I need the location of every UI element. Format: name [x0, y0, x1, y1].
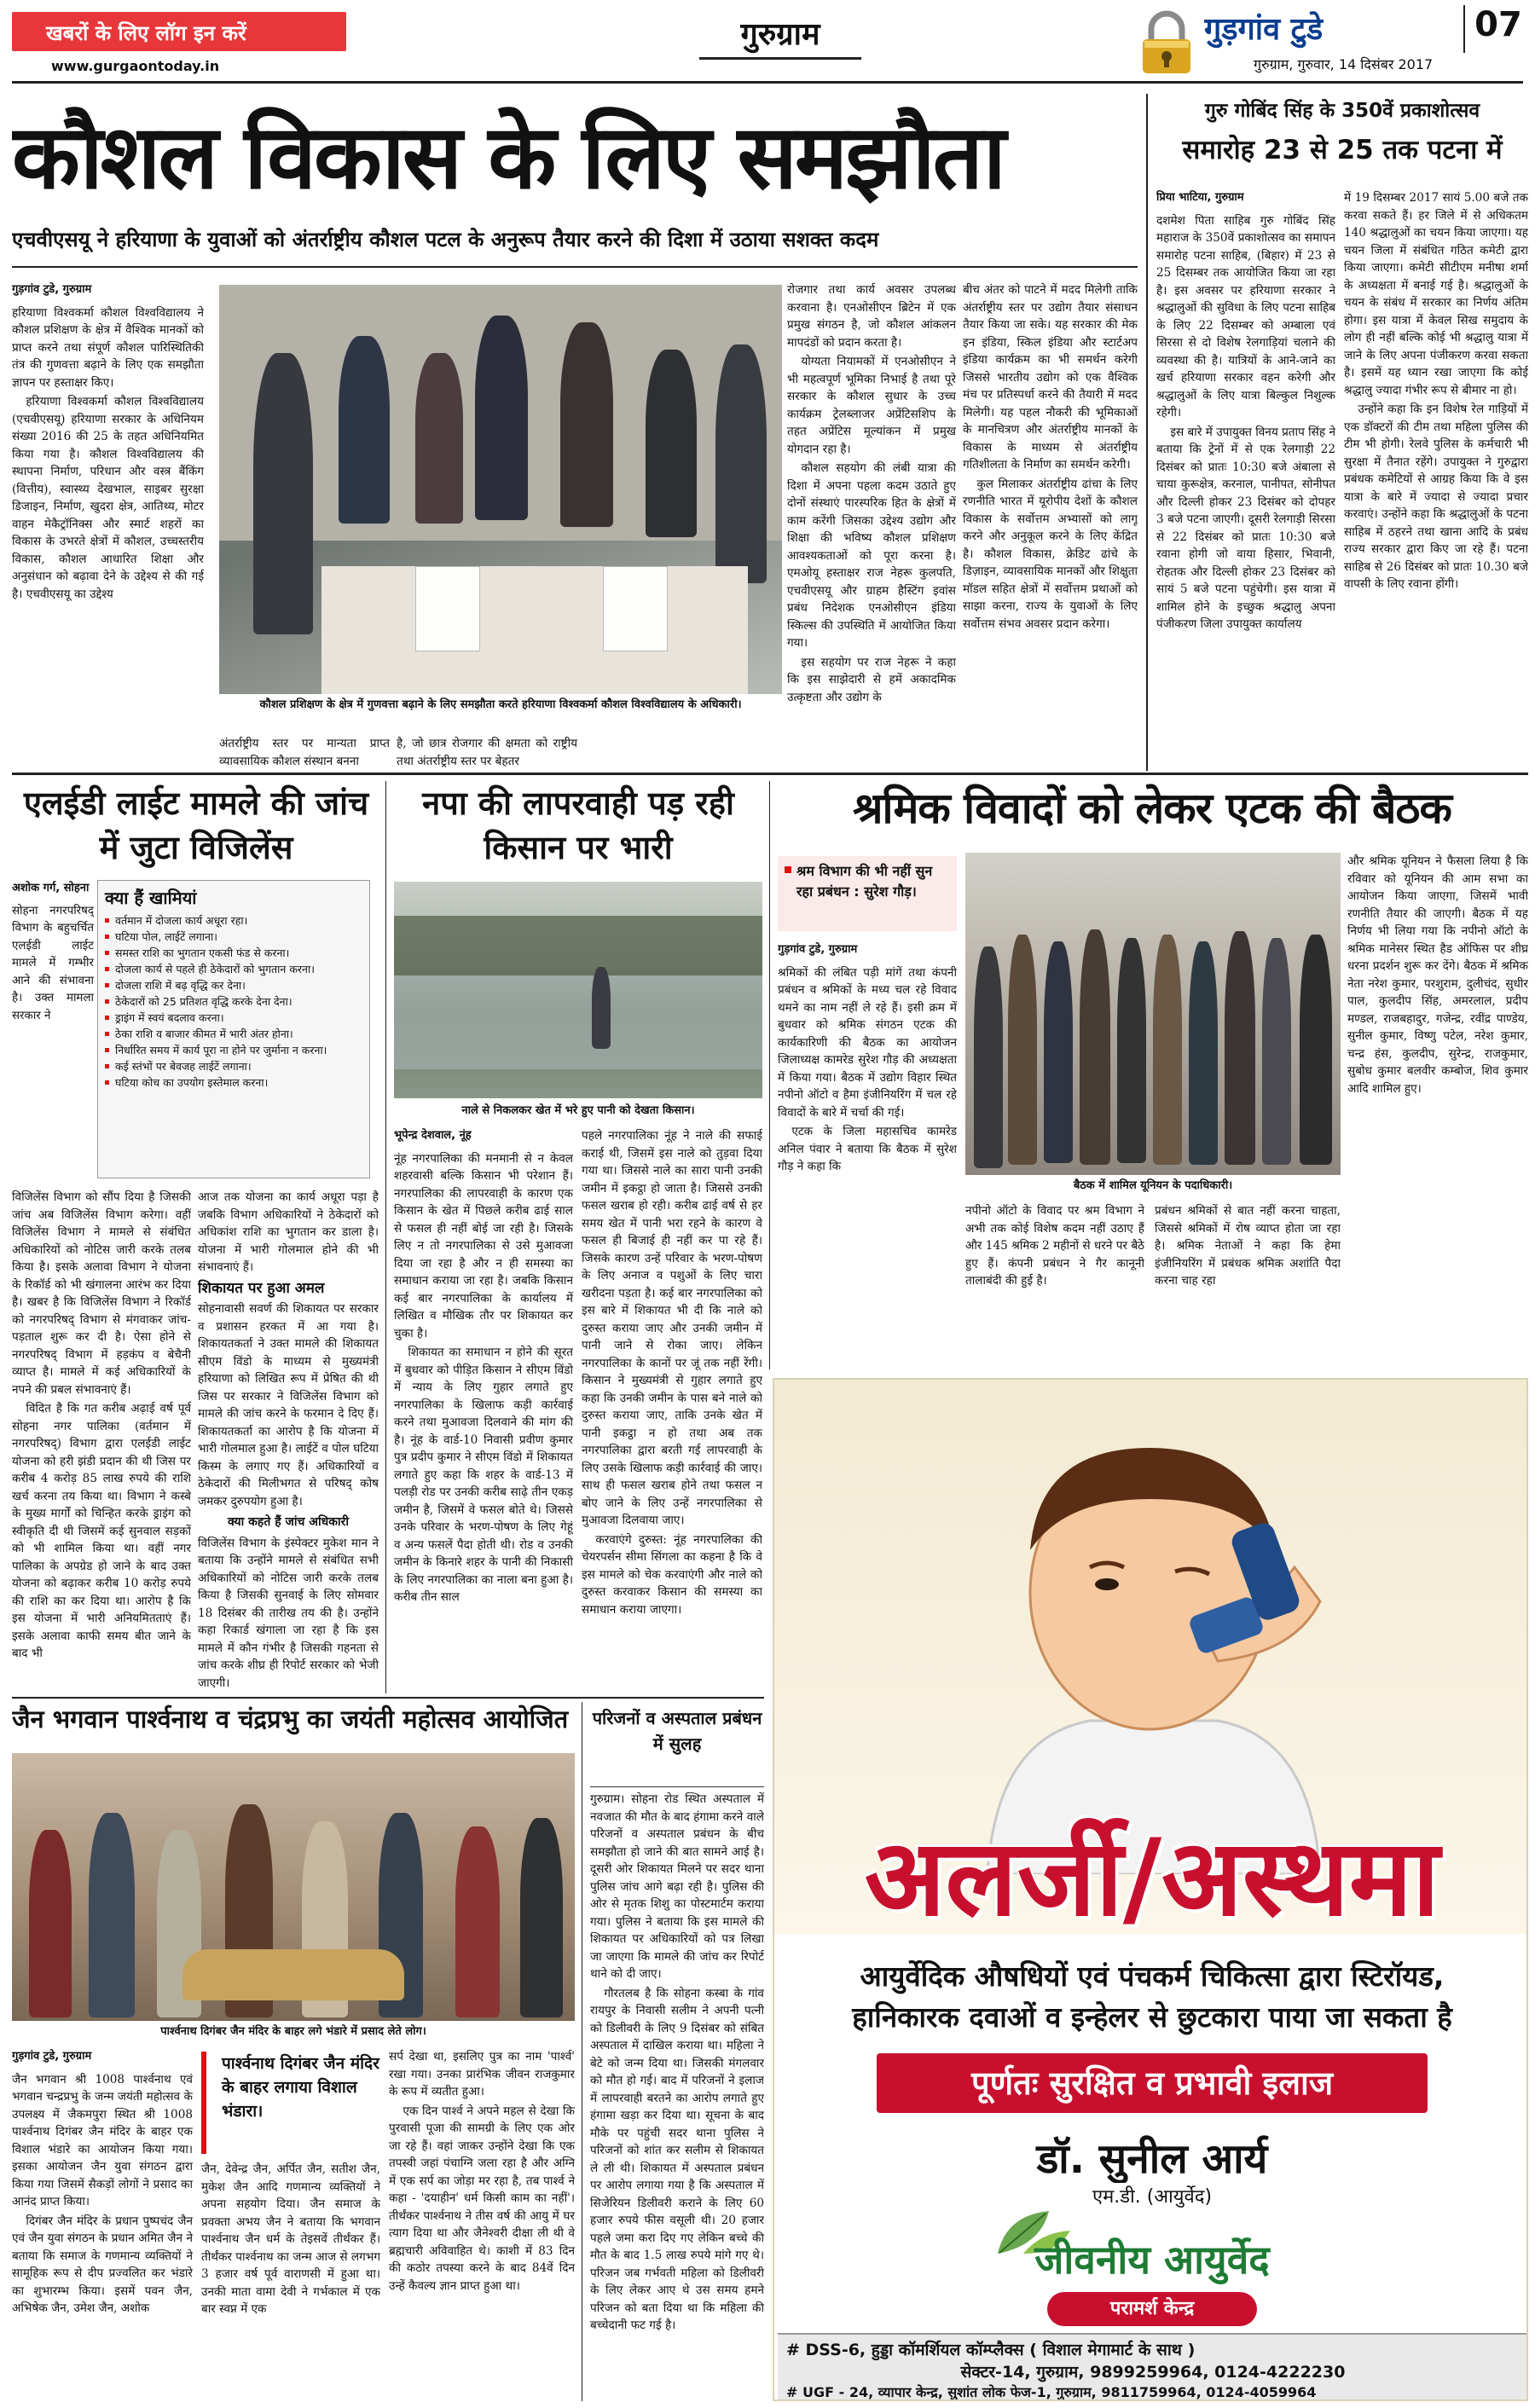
masthead [0, 0, 1535, 84]
list-item: कई स्तंभों पर बेवजह लाईटें लगाना। [105, 1058, 362, 1074]
jain-paragraph: सर्प देखा था, इसलिए पुत्र का नाम 'पार्श्व' रखा गया। उनका प्रारंभिक जीवन राजकुमार के रूप में व्यतीत हुआ। [389, 2050, 575, 2098]
boy-with-inhaler-icon [894, 1397, 1405, 1874]
ayurveda-ad[interactable] [773, 1378, 1528, 2401]
list-item: वर्तमान में दोजला कार्य अधूरा रहा। [105, 912, 362, 929]
photo-person [1300, 935, 1332, 1165]
labour-headline: श्रमिक विवादों को लेकर एटक की बैठक [853, 784, 1451, 833]
photo-person [1225, 931, 1255, 1165]
ad-doctor-name: डॉ. सुनील आर्य [1036, 2135, 1268, 2183]
jain-photo [12, 1753, 575, 2021]
lead-paragraph: कौशल सहयोग की लंबी यात्रा की दिशा में अपना पहला कदम उठाते हुए दोनों संस्थाएं पारस्परिक हित के क्षेत्रों में काम करेंगी जिसका उद्देश्य उद्योग और शिक्षा की भविष्य कौशल प्रशिक्षण आवश्यकताओं को पूरा करना है। एमओयू हस्ताक्षर राज नेहरू कुलपति, एचवीएसयू और ग्राहम हैस्टिंग इवांस प्रबंध निदेशक एनओसीएन इंडिया स्किल्स की उपस्थिति में आयोजित किया गया। [787, 461, 956, 650]
list-item: निर्धारित समय में कार्य पूरा ना होने पर जुर्माना न करना। [105, 1042, 362, 1058]
column-rule [385, 781, 386, 1693]
lead-headline: कौशल विकास के लिए समझौता [12, 105, 1004, 209]
ad-address-1-line2: सेक्टर-14, गुरुग्राम, 9899259964, 0124-4222230 [960, 2363, 1346, 2382]
photo-person [455, 1826, 500, 2017]
list-item: दोजला राशि में बढ़ वृद्धि कर देना। [105, 977, 362, 993]
jain-column-1 [12, 2048, 193, 2401]
photo-trees [394, 916, 762, 975]
guru-paragraph: उन्होंने कहा कि इन विशेष रेल गाड़ियों में एक डॉक्टरों की टीम तथा महिला पुलिस की टीम भी होगी। रेलवे पुलिस के कर्मचारी भी सुरक्षा में तैनात रहेंगे। उपायुक्त ने गुरुद्वारा प्रबंधक कमेटियों से आग्रह किया कि वे इस यात्रा के बारे में ज्यादा से ज्यादा प्रचार करवाएं। उन्होंने कहा कि श्रद्धालुओं के पटना साहिब में ठहरने तथा खाना आदि के प्रबंध राज्य सरकार द्वारा किए जा रहे हैं। पटना साहिब से 26 दिसंबर को प्रातः 10.30 बजे वापसी के लिए रवाना होंगी। [1344, 402, 1528, 591]
photo-person [253, 353, 313, 634]
brand-name: गुड़गांव टुडे [1204, 12, 1324, 47]
labour-pullquote-text: श्रम विभाग की भी नहीं सुन रहा प्रबंधन : सुरेश गौड़। [796, 863, 933, 900]
labour-column-2 [965, 1202, 1144, 1369]
led-column-2 [198, 1189, 379, 1693]
lead-column-4 [963, 281, 1138, 771]
ad-title: अलर्जी/अस्थमा [864, 1817, 1440, 1940]
jain-paragraph: जैन भगवान श्री 1008 पार्श्वनाथ एवं भगवान चन्द्रप्रभु के जन्म जयंती महोत्सव के उपलक्ष्य में जैकमपुरा स्थित श्री 1008 पार्श्वनाथ दिगंबर जैन मंदिर के बाहर एक विशाल भंडारे का आयोजन किया गया। इसका आयोजन जैन युवा संगठन द्वारा किया गया जिसमें सैकड़ों लोगों ने प्रसाद का आनंद प्राप्त किया। [12, 2072, 193, 2208]
photo-signed-document [603, 566, 668, 651]
list-item: घटिया कोच का उपयोग इस्तेमाल करना। [105, 1074, 362, 1091]
napa-paragraph: करवाएंगे दुरुस्त: नूंह नगरपालिका की चेयरपर्सन सीमा सिंगला का कहना है कि वे इस मामले को चेक करवाएंगी और नाले को दुरुस्त करवाकर किसान की समस्या का समाधान कराया जाएगा। [582, 1532, 762, 1617]
led-byline: अशोक गर्ग, सोहना [12, 882, 90, 894]
ad-consult-badge: परामर्श केन्द्र [1047, 2292, 1257, 2326]
napa-paragraph: नूंह नगरपालिका की मनमानी से न केवल शहरवासी बल्कि किसान भी परेशान हैं। नगरपालिका की लापरवाही के कारण एक किसान के खेत में पिछले करीब ढाई साल से फसल ही नहीं बोई जा रही है। जिसके लिए न तो नगरपालिका से उसे मुआवजा दिया जा रहा है और न ही समस्या का समाधान कराया जा रहा है। जबकि किसान कई बार नगरपालिका के कार्यालय में लिखित व मौखिक तौर पर शिकायत कर चुका है। [394, 1151, 573, 1340]
labour-paragraph: और श्रमिक यूनियन ने फैसला लिया है कि रविवार को यूनियन की आम सभा का आयोजन किया जाएगा, जिसमें भावी रणनीति तैयार की जाएगी। बैठक में यह निर्णय भी लिया गया कि नपीनो ऑटो के श्रमिक मानेसर स्थित हैड ऑफिस पर शीघ्र धरना प्रदर्शन शुरू कर देंगे। बैठक में श्रमिक नेता नरेश कुमार, परशुराम, दुलीचंद, सुधीर पाल, कुलदीप सिंह, अमरलाल, प्रदीप मण्डल, राजबहादुर, गजेन्द्र, रवींद्र पाण्डेय, सुनील कुमार, विष्णु पटेल, नरेश कुमार, चन्द्र हंस, कुलदीप, सुरेन्द्र, राजकुमार, सुबोध कुमार बलवीर कम्बोज, शिव कुमार आदि शामिल हुए। [1347, 854, 1528, 1096]
led-fault-box [97, 880, 370, 1178]
led-fault-box-title: क्या हैं खामियां [105, 888, 197, 908]
lead-paragraph: हरियाणा विश्वकर्मा कौशल विश्वविद्यालय (एचवीएसयू) हरियाणा सरकार के अधिनियम संख्या 2016 की 25 के तहत अधिनियमित किया गया है। कौशल विश्वविद्यालय की स्थापना निर्माण, परिधान और वस्त्र बैंकिंग (वित्तीय), स्वास्थ्य देखभाल, साइबर सुरक्षा डिजाइन, निर्माण, खुदरा क्षेत्र, आतिथ्य, मोटर वाहन मेकैट्रॉनिक्स और स्मार्ट शहरों का विकास के उभरते क्षेत्रों में कौशल, उच्चस्तरीय विकास, कौशल आधारित शिक्षा और अनुसंधान को बढ़ावा देने के उद्देश्य से की गई है। एचवीएसयू का उद्देश्य [12, 395, 204, 601]
lead-column-1-continued [219, 735, 390, 771]
list-item: समस्त राशि का भुगतान एकसी फंड से करना। [105, 945, 362, 961]
lead-column-1 [12, 281, 204, 759]
lead-paragraph: हरियाणा विश्वकर्मा कौशल विश्वविद्यालय ने कौशल प्रशिक्षण के क्षेत्र में वैश्विक मानकों को प्राप्त करने तथा संपूर्ण कौशल पारिस्थितिकी तंत्र की गुणवत्ता बढ़ाने के लिए एक समझौता ज्ञापन पर हस्ताक्षर किए। [12, 305, 204, 390]
website-url[interactable]: www.gurgaontoday.in [51, 58, 220, 74]
photo-person [89, 1813, 135, 2017]
led-paragraph: विजिलेंस विभाग को सौंप दिया है जिसकी जांच अब विजिलेंस विभाग करेगा। वहीं विजिलेंस विभाग ने मामले से संबंधित अधिकारियों को नोटिस जारी करके तलब किया है। इसके अलावा विभाग ने योजना के रिकॉर्ड को भी खंगालना आरंभ कर दिया है। खबर है कि विजिलेंस विभाग ने रिकॉर्ड को नगरपरिषद् विभाग से मंगवाकर जांच-पड़ताल शुरू कर दी है। ऐसा होने से नगरपरिषद् विभाग में हड़कंप व बेचैनी व्याप्त है। मामले में कई अधिकारियों के नपने की प्रबल संभावनाएं हैं। [12, 1190, 191, 1397]
section-divider [12, 773, 1528, 775]
ad-tagline-line1: आयुर्वेदिक औषधियों एवं पंचकर्म चिकित्सा द्वारा स्टिरॉयड, [860, 1959, 1445, 1993]
guru-paragraph: दशमेश पिता साहिब गुरु गोबिंद सिंह महाराज के 350वें प्रकाशोत्सव का समापन समारोह पटना साहिब, (बिहार) में 23 से 25 दिसम्बर तक आयोजित किया जा रहा है। इस अवसर पर हरियाणा सरकार ने श्रद्धालुओं की सुविधा के लिए पटना साहिब के लिए 22 दिसम्बर को अम्बाला एवं सिरसा से दो विशेष रेलगाड़ियां चलाने की व्यवस्था की है। यात्रियों के आने-जाने का खर्च हरियाणा सरकार वहन करेगी और श्रद्धालुओं के लिए यात्रा बिल्कुल निशुल्क रहेगी। [1156, 213, 1335, 420]
lead-divider [12, 266, 1138, 268]
ad-address-1-line1: # DSS-6, हुड्डा कॉमर्शियल कॉम्प्लैक्स ( विशाल मेगामार्ट के साथ ) [786, 2341, 1196, 2359]
napa-paragraph: शिकायत का समाधान न होने की सूरत में बुधवार को पीड़ित किसान ने सीएम विंडो में न्याय के लिए गुहार लगाते हुए नगरपालिका के खिलाफ कड़ी कार्रवाई करने तथा मुआवजा दिलवाने की मांग की है। नूंह के वार्ड-10 निवासी प्रवीण कुमार पुत्र प्रदीप कुमार ने सीएम विंडो में शिकायत लगाते हुए कहा कि शहर के वार्ड-13 में पलड़ी रोड पर उनकी करीब साढ़े तीन एकड़ जमीन है, जिसमें वे फसल बोते थे। जिससे उनके परिवार के भरण-पोषण के लिए गेहूं व अन्य फसलें पैदा होती थी। रोड व उनकी जमीन के किनारे शहर के पानी की निकासी के लिए नगरपालिका का नाला बना हुआ है। करीब तीन साल [394, 1346, 573, 1604]
photo-person [646, 350, 697, 537]
ad-tagline-line2: हानिकारक दवाओं व इन्हेलर से छुटकारा पाया जा सकता है [852, 2000, 1452, 2034]
jain-byline: गुड़गांव टुडे, गुरुग्राम [12, 2050, 92, 2063]
guru-paragraph: में 19 दिसम्बर 2017 सायं 5.00 बजे तक करवा सकते हैं। हर जिले में से अधिकतम 140 श्रद्धालुओं का चयन किया जाएगा। यह चयन जिला में संबंधित गठित कमेटी द्वारा किया जाएगा। कमेटी सीटीएम मनीषा शर्मा के अध्यक्षता में बनाई गई है। श्रद्धालुओं के चयन के संबंध में सरकार का निर्णय अंतिम होगा। इस यात्रा में केवल सिख समुदाय के लोग ही नहीं बल्कि कोई भी श्रद्धालु यात्रा में जाने के लिए अपना पंजीकरण करवा सकता है। इसमें यह ध्यान रखा जाएगा कि कोई श्रद्धालु ज्यादा गंभीर रूप से बीमार ना हो। [1344, 191, 1528, 397]
photo-person [1044, 941, 1073, 1163]
napa-photo [394, 882, 762, 1098]
photo-person [1153, 935, 1182, 1165]
jain-paragraph: एक दिन पार्श्व ने अपने महल से देखा कि पुरवासी पूजा की सामग्री के लिए एक ओर जा रहे हैं। वहां जाकर उन्होंने देखा कि एक तपस्वी जहां पंचाग्नि जला रहा है और अग्नि में एक सर्प का जोड़ा मर रहा है, तब पार्श्व ने कहा - 'दयाहीन' धर्म किसी काम का नहीं'। तीर्थंकर पार्श्वनाथ ने तीस वर्ष की आयु में घर त्याग दिया था और जैनेश्वरी दीक्षा ली थी वे ब्रह्मचारी अविवाहित थे। काशी में 83 दिन की कठोर तपस्या करने के बाद 84वें दिन उन्हें कैवल्य ज्ञान प्राप्त हुआ था। [389, 2104, 575, 2293]
napa-headline: नपा की लापरवाही पड़ रही किसान पर भारी [422, 784, 734, 866]
led-intro-column [12, 880, 94, 1190]
photo-person [1080, 929, 1110, 1165]
list-item: घटिया पोल, लाईटें लगाना। [105, 929, 362, 945]
labour-photo-caption: बैठक में शामिल यूनियन के पदाधिकारी। [965, 1175, 1341, 1195]
photo-person [1008, 935, 1037, 1165]
lead-deck: एचवीएसयू ने हरियाणा के युवाओं को अंतर्राष्ट्रीय कौशल पटल के अनुरूप तैयार करने की दिशा में उठाया सशक्त कदम [12, 228, 879, 252]
led-paragraph: विदित है कि गत करीब अढ़ाई वर्ष पूर्व सोहना नगर पालिका (वर्तमान में नगरपरिषद्) विभाग द्वारा एलईडी लाईट योजना को हरी झंडी प्रदान की थी जिस पर करीब 4 करोड़ 85 लाख रुपये की राशि खर्च करना तय किया था। विभाग ने कस्बे के मुख्य मार्गों को चिन्हित करके ड्राइंग को स्वीकृति दी थी जिसमें कई सुनवाल सड़कों को भी शामिल किया था। वहीं नगर पालिका के अपग्रेड हो जाने के बाद उक्त योजना को बढ़ाकर करीब 10 करोड़ रुपये की राशि का कर दिया था। आरोप है कि इस योजना में भारी अनियमितताएं हैं। इसके अलावा काफी समय बीत जाने के बाद भी [12, 1402, 191, 1660]
list-item: ड्राइंग में स्वयं बदलाव करना। [105, 1010, 362, 1026]
jain-pullquote: पार्श्वनाथ दिगंबर जैन मंदिर के बाहर लगाया विशाल भंडारा। [201, 2052, 380, 2154]
ad-clinic-name: जीवनीय आयुर्वेद [1034, 2237, 1270, 2283]
lead-paragraph: रोजगार तथा कार्य अवसर उपलब्ध करवाना है। एनओसीएन ब्रिटेन में एक प्रमुख संगठन है, जो कौशल आंकलन मापदंडों को प्रदान करता है। [787, 283, 956, 350]
labour-column-4 [1347, 853, 1528, 1369]
section-divider [12, 1697, 764, 1699]
guru-headline: समारोह 23 से 25 तक पटना में [1182, 135, 1503, 165]
lead-paragraph: है, जो छात्र रोजगार की क्षमता को राष्ट्रीय तथा अंतर्राष्ट्रीय स्तर पर बेहतर [397, 737, 577, 768]
photo-water [394, 975, 762, 1069]
lead-paragraph: कुल मिलाकर अंतर्राष्ट्रीय ढांचा के लिए रणनीति भारत में यूरोपीय देशों के कौशल विकास के सर्वोत्तम अभ्यासों को लागू करने और अनुकूल करने के लिए केंद्रित है। कौशल विकास, क्रेडिट ढांचे के डिज़ाइन, व्यावसायिक मानकों और शिक्षुता मॉडल सहित क्षेत्रों में सर्वोत्तम प्रथाओं को साझा करना, राज्य के युवाओं के लिए सर्वोत्तम संभव अवसर प्रदान करेगा। [963, 477, 1138, 631]
page-number: 07 [1463, 5, 1532, 53]
padlock-icon [1132, 9, 1201, 77]
labour-pullquote [778, 856, 957, 931]
list-item: ठेकेदारों को 25 प्रतिशत वृद्धि करके देना देना। [105, 993, 362, 1010]
lead-paragraph: योग्यता नियामकों में एनओसीएन ने भी महत्वपूर्ण भूमिका निभाई है तथा पूरे सरकार के कौशल सुधार के उच्च कार्यक्रम ट्रेलब्लाजर अप्रेंटिसशिप के तहत अप्रेंटिस मूल्यांकन में प्रमुख योगदान रहा है। [787, 355, 956, 456]
labour-column-3 [1155, 1202, 1341, 1369]
photo-signed-document [415, 566, 480, 651]
lead-column-3 [584, 735, 585, 736]
ad-safety-banner: पूर्णतः सुरक्षित व प्रभावी इलाज [877, 2053, 1428, 2113]
labour-paragraph: प्रबंधन श्रमिकों से बात नहीं करना चाहता, जिससे श्रमिकों में रोष व्याप्त होता जा रहा है। श्रमिक नेताओं ने कहा कि हेमा इंजीनियरिंग में प्रबंधक श्रमिक अशांति पैदा करना चाह रहा [1155, 1204, 1341, 1288]
labour-photo [965, 853, 1341, 1175]
led-subhead-complaint: शिकायत पर हुआ अमल [198, 1279, 325, 1297]
pullquote-bullet [785, 866, 791, 873]
jain-column-3 [389, 2048, 575, 2401]
photo-person [29, 1830, 72, 2017]
napa-paragraph: पहले नगरपालिका नूंह ने नाले की सफाई कराई थी, जिसमें इस नाले को तुड़वा दिया गया था। जिससे नाले का सारा पानी उनकी जमीन में इकट्ठा हो जाता है। जिससे उनकी फसल खराब हो रही। करीब ढाई वर्ष से हर समय खेत में पानी भरा रहने के कारण वे फसल ही बिजाई ही नहीं कर पा रहे हैं। जिसके कारण उन्हें परिवार के भरण-पोषण के लिए अनाज व पशुओं के लिए चारा खरीदना पड़ता है। कई बार नगरपालिका को इस बारे में शिकायत भी दी कि नाले को दुरुस्त कराया जाए और उनकी जमीन में पानी जाने से रोका जाए। लेकिन नगरपालिका के कानों पर जूं तक नहीं रेंगी। किसान ने मुख्यमंत्री से गुहार लगाते हुए कहा कि उनकी जमीन के पास बने नाले को दुरुस्त कराया जाए, ताकि उनके खेत में पानी इकट्ठा न हो तथा अब तक नगरपालिका द्वारा बरती गई लापरवाही के लिए उसके खिलाफ कड़ी कार्रवाई की जाए। साथ ही फसल खराब होने तथा फसल न बोए जाने के लिए उन्हें नगरपालिका से मुआवजा दिलवाया जाए। [582, 1129, 762, 1527]
lead-column-2-continued [397, 735, 577, 771]
photo-person [715, 344, 767, 583]
lead-column-3 [787, 281, 956, 771]
guru-kicker: गुरु गोबिंद सिंह के 350वें प्रकाशोत्सव [1204, 100, 1480, 122]
hospital-paragraph: गौरतलब है कि सोहना कस्बा के गांव रायपुर के निवासी सलीम ने अपनी पत्नी को डिलीवरी के लिए 9 दिसंबर को संबित अस्पताल में दाखिल कराया था। महिला ने बेटे को जन्म दिया था। जिसकी मंगलवार को मौत हो गई। बाद में परिजनों ने इलाज में लापरवाही बरतने का आरोप लगाते हुए हंगामा खड़ा कर दिया था। सूचना के बाद मौके पर पहुंची सदर थाना पुलिस ने परिजनों को शांत कर सलीम से शिकायत ले ली थी। शिकायत में अस्पताल प्रबंधन पर आरोप लगाया गया है कि अस्पताल में सिजेरियन डिलीवरी कराने के लिए 60 हजार रुपये फीस वसूली थी। 20 हजार पहले जमा करा दिए गए लेकिन बच्चे की मौत के बाद 1.5 लाख रुपये मांगे गए थे। परिजन जब गर्भवती महिला को डिलीवरी के लिए लेकर आए थे उस समय हमने परिजन को बता दिया था कि महिला की बच्चेदानी फट गई है। [590, 1986, 764, 2332]
jain-headline: जैन भगवान पार्श्वनाथ व चंद्रप्रभु का जयंती महोत्सव आयोजित [12, 1705, 569, 1734]
jain-paragraph: जैन, देवेन्द्र जैन, अर्पित जैन, सतीश जैन, मुकेश जैन आदि गणमान्य व्यक्तियों ने अपना सहयोग दिया। जैन समाज के प्रवक्ता अभय जैन ने बताया कि भगवान पार्श्वनाथ जैन धर्म के तेइसवें तीर्थंकर हैं। तीर्थंकर पार्श्वनाथ का जन्म आज से लगभग 3 हजार वर्ष पूर्व वाराणसी में हुआ था। उनकी माता वामा देवी ने गर्भकाल में एक बार स्वप्न में एक [201, 2162, 380, 2316]
led-column-1 [12, 1189, 191, 1693]
photo-person [415, 353, 463, 524]
guru-column-1 [1156, 189, 1335, 769]
napa-column-2 [582, 1127, 762, 1693]
photo-farmer [592, 967, 611, 1049]
lead-byline: गुड़गांव टुडे, गुरुग्राम [12, 283, 92, 296]
led-subhead-inquiry: क्या कहते हैं जांच अधिकारी [228, 1515, 349, 1529]
section-title: गुरुग्राम [699, 12, 861, 60]
jain-column-2 [201, 2161, 380, 2401]
napa-photo-caption: नाले से निकलकर खेत में भरे हुए पानी को देखता किसान। [394, 1100, 762, 1122]
guru-column-rule [1146, 94, 1148, 771]
led-headline: एलईडी लाईट मामले की जांच में जुटा विजिलेंस [23, 784, 369, 866]
lead-paragraph: बीच अंतर को पाटने में मदद मिलेगी ताकि अंतर्राष्ट्रीय स्तर पर उद्योग तैयार संसाधन तैयार किया जा सके। यह सरकार की मेक इन इंडिया, स्किल इंडिया और स्टार्टअप इंडिया कार्यक्रम का भी समर्थन करेगी जिससे भारतीय उद्योग को एक वैश्विक मंच पर प्रतिस्पर्धा करने की तैयारी में मदद मिलेगी। यह पहल नौकरी की भूमिकाओं के मानचित्रण और अंतर्राष्ट्रीय मानकों के विकास के माध्यम से अंतर्राष्ट्रीय गतिशीलता के निर्माण का समर्थन करेगी। [963, 283, 1138, 472]
ad-address-2: # UGF - 24, व्यापार केन्द्र, सुशांत लोक फेज-1, गुरुग्राम, 9811759964, 0124-4059964 [786, 2384, 1317, 2400]
hospital-headline: परिजनों व अस्पताल प्रबंधन में सुलह [590, 1705, 764, 1787]
lead-paragraph: अंतर्राष्ट्रीय स्तर पर मान्यता प्राप्त व्यावसायिक कौशल संस्थान बनना [219, 737, 390, 768]
labour-paragraph: श्रमिकों की लंबित पड़ी मांगें तथा कंपनी प्रबंधन व श्रमिकों के मध्य चल रहे विवाद थमने का नाम नहीं ले रहे हैं। इसी क्रम में बुधवार को श्रमिक संगठन एटक की कार्यकारिणी की बैठक का आयोजन जिलाध्यक्ष कामरेड सुरेश गौड़ की अध्यक्षता में किया गया। बैठक में उद्योग विहार स्थित नपीनो ऑटो व हैमा इंजीनियरिंग में चल रहे विवादों के बारे में चर्चा की गई। [778, 965, 957, 1120]
photo-person [974, 946, 1003, 1168]
led-paragraph: सोहनावासी सवर्ण की शिकायत पर सरकार व प्रशासन हरकत में आ गया है। शिकायतकर्ता ने उक्त मामले की शिकायत सीएम विंडो के माध्यम से मुख्यमंत्री हरियाणा को लिखित रूप में प्रेषित की थी जिस पर सरकार ने विजिलेंस विभाग को मामले की जांच करने के फरमान दे दिए हैं। शिकायतकर्ता का आरोप है कि योजना में भारी गोलमाल हुआ है। लाईटें व पोल घटिया किस्म के लगाए गए हैं। अधिकारियों व ठेकेदारों की मिलीभगत से परिषद् कोष जमकर दुरुपयोग हुआ है। [198, 1302, 379, 1508]
photo-person [520, 1818, 563, 2017]
masthead-rule [12, 81, 1523, 84]
led-paragraph: सोहना नगरपरिषद् विभाग के बहुचर्चित एलईडी लाईट मामले में गम्भीर आने की संभावना है। उक्त मामला सरकार ने [12, 904, 94, 1022]
labour-paragraph: एटक के जिला महासचिव कामरेड अनिल पंवार ने बताया कि बैठक में सुरेश गौड़ ने कहा कि [778, 1125, 957, 1173]
list-item: ठेका राशि व बाजार कीमत में भारी अंतर होना। [105, 1026, 362, 1042]
photo-person [1117, 938, 1146, 1163]
lead-photo [219, 285, 782, 694]
photo-person [1262, 938, 1291, 1165]
guru-byline: प्रिया भाटिया, गुरुग्राम [1156, 191, 1244, 204]
jain-photo-caption: पार्श्वनाथ दिगंबर जैन मंदिर के बाहर लगे भंडारे में प्रसाद लेते लोग। [12, 2021, 575, 2043]
issue-dateline: गुरुग्राम, गुरुवार, 14 दिसंबर 2017 [1254, 56, 1434, 72]
photo-table [321, 566, 748, 694]
labour-paragraph: नपीनो ऑटो के विवाद पर श्रम विभाग ने अभी तक कोई विशेष कदम नहीं उठाए हैं और 145 श्रमिक 2 महीनों से धरने पर बैठे हुए हैं। कंपनी प्रबंधन ने गैर कानूनी तालाबंदी की हुई है। [965, 1204, 1144, 1288]
photo-person [475, 315, 528, 520]
guru-paragraph: इस बारे में उपायुक्त विनय प्रताप सिंह ने बताया कि ट्रेनों में से एक रेलगाड़ी 22 दिसंबर को प्रातः 10:30 बजे अंबाला से चाया कुरूक्षेत्र, करनाल, पानीपत, सोनीपत और दिल्ली होकर 23 दिसंबर को दोपहर 3 बजे पटना जाएगी। दूसरी रेलगाड़ी सिरसा से 22 दिसंबर को प्रातः 10:30 बजे रवाना होगी जो वाया हिसार, भिवानी, रोहतक और दिल्ली होकर 23 दिसंबर को सायं 5 बजे पटना पहुंचेगी। इस यात्रा में शामिल होने के इच्छुक श्रद्धालु अपना पंजीकरण जिला उपायुक्त कार्यालय [1156, 425, 1335, 631]
photo-person [1189, 941, 1218, 1165]
photo-person [339, 336, 390, 524]
napa-byline: भूपेन्द्र देशवाल, नूंह [394, 1129, 472, 1142]
hospital-paragraph: गुरुग्राम। सोहना रोड स्थित अस्पताल में नवजात की मौत के बाद हंगामा करने वाले परिजनों व अस्पताल प्रबंधन के बीच समझौता हो जाने की बात सामने आई है। दूसरी ओर शिकायत मिलने पर सदर थाना पुलिस जांच आगे बढ़ा रही है। पुलिस की ओर से मृतक शिशु का पोस्टमार्टम कराया गया। पुलिस ने बताया कि इस मामले की शिकायत पर अधिकारियों को पत्र लिखा जा जाएगा कि मामले की जांच कर रिपोर्ट थाने को दी जाए। [590, 1792, 764, 1981]
list-item: दोजला कार्य से पहले ही ठेकेदारों को भुगतान करना। [105, 961, 362, 977]
led-paragraph: आज तक योजना का कार्य अधूरा पड़ा है जबकि विभाग अधिकारियों ने ठेकेदारों को अधिकांश राशि का भुगतान कर डाला है। योजना में भारी गोलमाल होने की भी संभावनाएं हैं। [198, 1190, 379, 1274]
lead-paragraph: इस सहयोग पर राज नेहरू ने कहा कि इस साझेदारी से हमें अकादमिक उत्कृष्टता और उद्योग के [787, 655, 956, 704]
login-promo-banner[interactable]: खबरों के लिए लॉग इन करें [12, 12, 346, 51]
hospital-column [590, 1791, 764, 2401]
led-fault-list [105, 912, 362, 1091]
jain-paragraph: दिगंबर जैन मंदिर के प्रधान पुष्पचंद जैन एवं जैन युवा संगठन के प्रधान अमित जैन ने बताया कि समाज के गणमान्य व्यक्तियों ने सामूहिक रूप से दीप प्रज्वलित कर भंडारे का शुभारम्भ किया। इसमें पवन जैन, अभिषेक जैन, उमेश जैन, अशोक [12, 2214, 193, 2315]
photo-person [560, 322, 613, 527]
lead-photo-caption: कौशल प्रशिक्षण के क्षेत्र में गुणवत्ता बढ़ाने के लिए समझौता करते हरियाणा विश्वकर्मा कौशल विश्वविद्यालय के अधिकारी। [219, 694, 782, 732]
guru-column-2 [1344, 189, 1528, 769]
labour-column-1 [778, 941, 957, 1368]
napa-column-1 [394, 1127, 573, 1693]
photo-food-vessels [182, 1949, 404, 2000]
labour-byline: गुड़गांव टुडे, गुरुग्राम [778, 943, 858, 956]
ad-doctor-degree: एम.डी. (आयुर्वेद) [1092, 2186, 1213, 2208]
column-rule [769, 781, 770, 1369]
led-paragraph: विजिलेंस विभाग के इंस्पेक्टर मुकेश मान ने बताया कि उन्होंने मामले से संबंधित सभी अधिकारियों को नोटिस जारी करके तलब किया है जिसकी सुनवाई के लिए सोमवार 18 दिसंबर की तारीख तय की है। उन्होंने कहा रिकार्ड खंगाला जा रहा है कि इस मामले में कौन गंभीर है जिसकी गहनता से जांच करके शीघ्र ही रिपोर्ट सरकार को भेजी जाएगी। [198, 1536, 379, 1690]
